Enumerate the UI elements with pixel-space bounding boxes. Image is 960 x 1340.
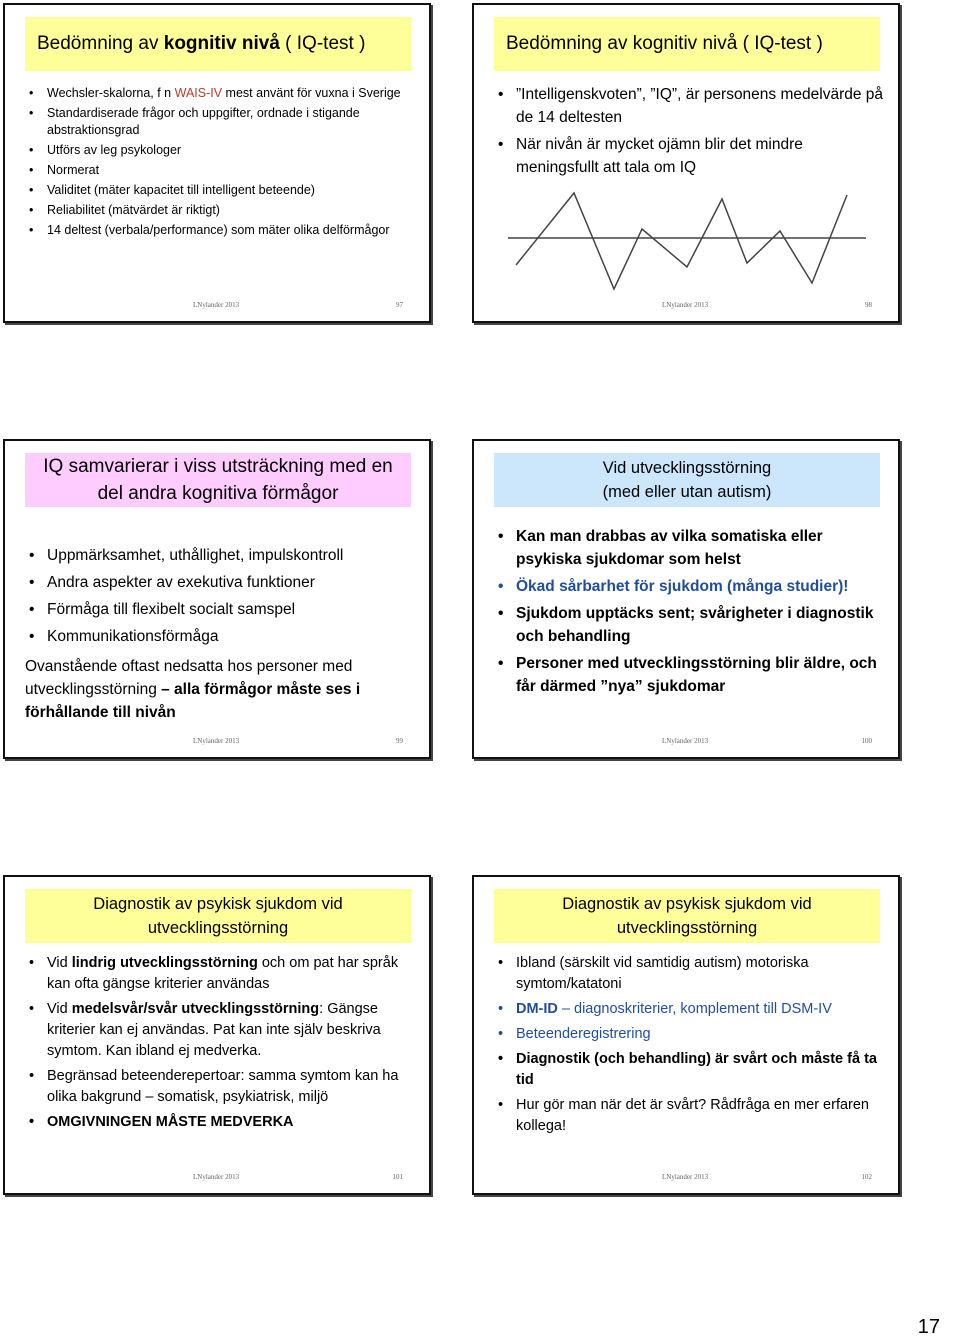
bullet-list — [25, 953, 415, 1133]
bullet-list — [494, 83, 884, 179]
bullet-item: • Standardiserade frågor och uppgifter, ordnade i stigande abstraktionsgrad — [25, 105, 415, 139]
title-text: Bedömning av — [37, 33, 164, 54]
summary-paragraph: Ovanstående oftast nedsatta hos personer med utvecklingsstörning – alla förmågor måste ses i förhållande till nivån — [25, 658, 361, 721]
wais-iv-highlight: WAIS-IV — [174, 86, 223, 100]
summary-bold: alla förmågor måste ses i förhållande till nivån — [25, 681, 361, 721]
bullet-item: • Reliabilitet (mätvärdet är riktigt) — [25, 202, 415, 219]
bullet-item: • Beteenderegistrering — [494, 1024, 884, 1045]
bullet-item: • Kan man drabbas av vilka somatiska eller psykiska sjukdomar som helst — [494, 525, 884, 571]
slide-101 — [3, 875, 431, 1195]
slide-footer — [5, 1173, 429, 1185]
footer-author: LNylander 2013 — [193, 301, 240, 309]
bullet-item: • 14 deltest (verbala/performance) som mäter olika delförmågor — [25, 222, 415, 239]
slide-title — [25, 17, 411, 71]
title-line-1: Vid utvecklingsstörning — [602, 459, 772, 477]
bullet-item: • Andra aspekter av exekutiva funktioner — [25, 572, 415, 593]
slide-title — [494, 453, 880, 507]
bullet-item: • ”Intelligenskvoten”, ”IQ”, är personens medelvärde på de 14 deltesten — [494, 83, 884, 129]
slide-97 — [3, 3, 431, 323]
bullet-item: • Uppmärksamhet, uthållighet, impulskontroll — [25, 545, 415, 566]
bullet-item: • Wechsler-skalorna, f n WAIS-IV mest använt för vuxna i Sverige — [25, 85, 415, 102]
bullet-item: • OMGIVNINGEN MÅSTE MEDVERKA — [25, 1112, 415, 1133]
bullet-item: • Utförs av leg psykologer — [25, 142, 415, 159]
bullet-item: • Förmåga till flexibelt socialt samspel — [25, 599, 415, 620]
bullet-item: • Vid medelsvår/svår utvecklingsstörning: Gängse kriterier kan ej användas. Pat kan inte själv beskriva symtom. Kan ibland ej medverka. — [25, 999, 415, 1062]
slide-footer — [474, 1173, 898, 1185]
slide-number: 97 — [396, 301, 403, 309]
bullet-item: • Diagnostik (och behandling) är svårt och måste få ta tid — [494, 1049, 884, 1091]
footer-author: LNylander 2013 — [193, 737, 240, 745]
slide-number: 101 — [392, 1173, 403, 1181]
bullet-item: • Validitet (mäter kapacitet till intelligent beteende) — [25, 182, 415, 199]
slide-98 — [472, 3, 900, 323]
bullet-list — [494, 525, 884, 698]
bullet-list — [25, 85, 415, 239]
footer-author: LNylander 2013 — [193, 1173, 240, 1181]
title-text-end: ( IQ-test ) — [279, 33, 366, 54]
bullet-item: • När nivån är mycket ojämn blir det mindre meningsfullt att tala om IQ — [494, 133, 884, 179]
title-text: Bedömning av kognitiv nivå ( IQ-test ) — [506, 33, 823, 54]
slide-title — [494, 889, 880, 943]
slide-number: 100 — [861, 737, 872, 745]
slide-title — [25, 453, 411, 507]
title-text: Diagnostik av psykisk sjukdom vid utvecklingsstörning — [562, 895, 812, 937]
bullet-list — [494, 953, 884, 1137]
bullet-item: • Begränsad beteenderepertoar: samma symtom kan ha olika bakgrund – somatisk, psykiatrisk, miljö — [25, 1066, 415, 1108]
footer-author: LNylander 2013 — [662, 737, 709, 745]
iq-profile-diagram — [502, 185, 872, 295]
slide-number: 99 — [396, 737, 403, 745]
slide-footer — [474, 737, 898, 749]
slide-footer — [5, 737, 429, 749]
bullet-item: • Hur gör man när det är svårt? Rådfråga en mer erfaren kollega! — [494, 1095, 884, 1137]
bullet-item: • Kommunikationsförmåga — [25, 626, 415, 647]
bullet-item: • Personer med utvecklingsstörning blir äldre, och får därmed ”nya” sjukdomar — [494, 652, 884, 698]
slide-number: 98 — [865, 301, 872, 309]
bullet-list — [25, 545, 415, 647]
slide-title — [494, 17, 880, 71]
slide-title — [25, 889, 411, 943]
footer-author: LNylander 2013 — [662, 301, 709, 309]
slide-number: 102 — [861, 1173, 872, 1181]
footer-author: LNylander 2013 — [662, 1173, 709, 1181]
title-text: Diagnostik av psykisk sjukdom vid utvecklingsstörning — [93, 895, 343, 937]
bullet-item: • Ibland (särskilt vid samtidig autism) motoriska symtom/katatoni — [494, 953, 884, 995]
bullet-item: • Vid lindrig utvecklingsstörning och om pat har språk kan ofta gängse kriterier användas — [25, 953, 415, 995]
bullet-item-highlight: • Ökad sårbarhet för sjukdom (många studier)! — [494, 575, 884, 598]
slide-footer — [5, 301, 429, 313]
page-number: 17 — [917, 1316, 940, 1338]
profile-line — [516, 193, 847, 289]
title-bold-text: kognitiv nivå — [163, 33, 280, 54]
slide-99 — [3, 439, 431, 759]
slide-100 — [472, 439, 900, 759]
bullet-item: • Sjukdom upptäcks sent; svårigheter i diagnostik och behandling — [494, 602, 884, 648]
bullet-item: • Normerat — [25, 162, 415, 179]
slide-102 — [472, 875, 900, 1195]
slide-footer — [474, 301, 898, 313]
title-line-2: (med eller utan autism) — [602, 483, 772, 501]
bullet-item: • DM-ID – diagnoskriterier, komplement till DSM-IV — [494, 999, 884, 1020]
title-text: IQ samvarierar i viss utsträckning med en del andra kognitiva förmågor — [43, 456, 393, 504]
